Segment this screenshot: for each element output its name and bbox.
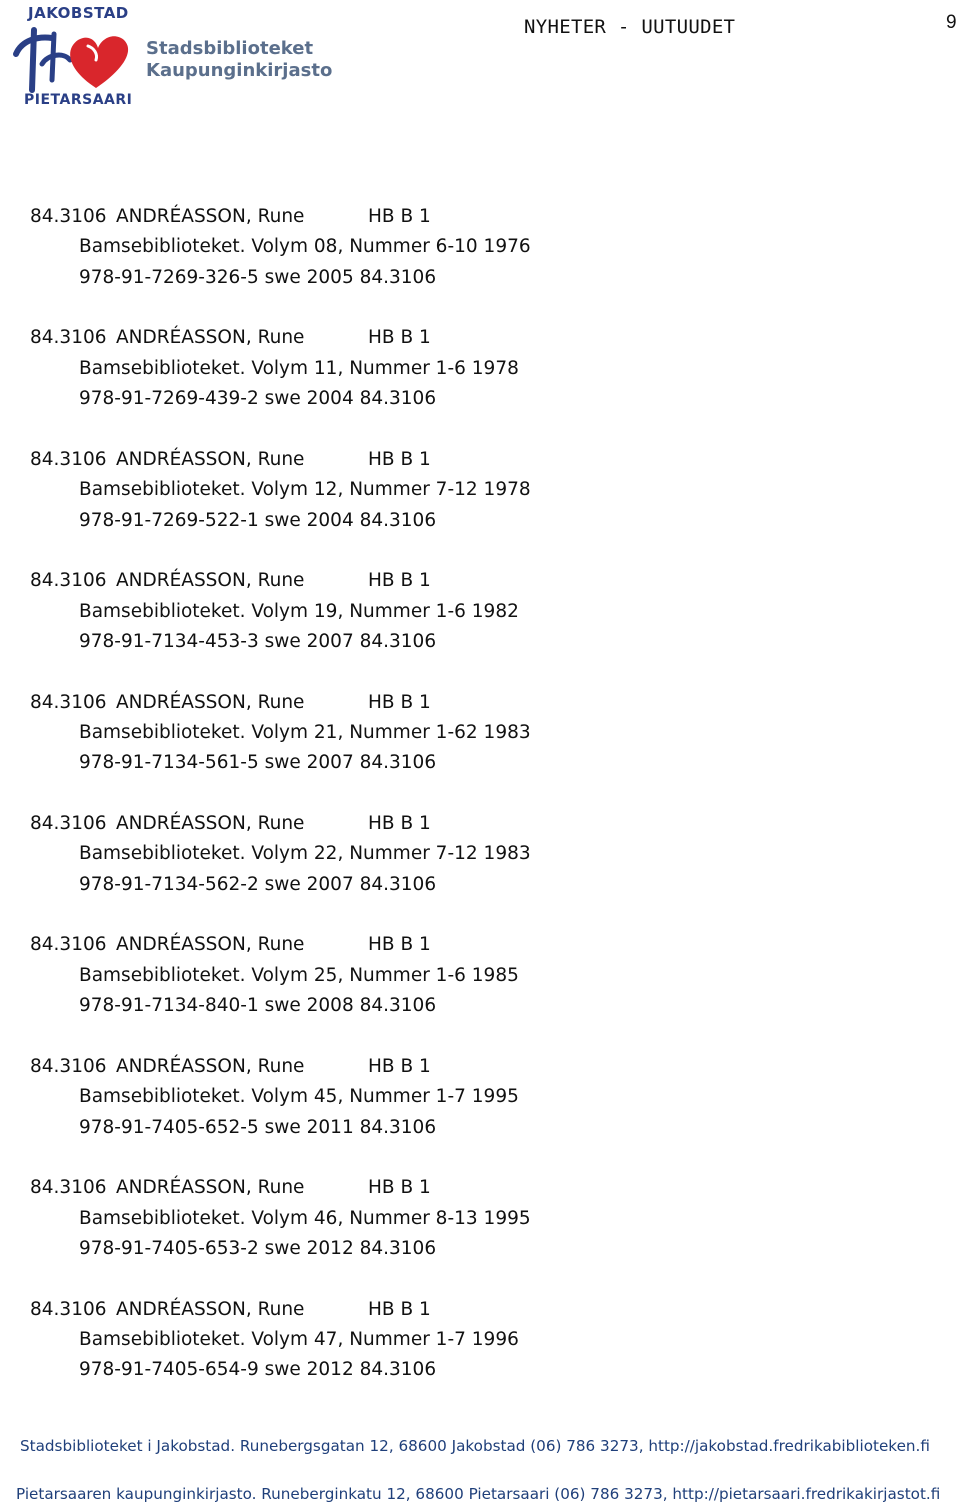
logo-library-fi: Kaupunginkirjasto bbox=[146, 60, 333, 81]
list-item bbox=[30, 809, 630, 930]
isbn-line: 978-91-7134-562-2 swe 2007 84.3106 bbox=[79, 873, 437, 895]
book-title: Bamsebiblioteket. Volym 12, Nummer 7-12 1978 bbox=[79, 479, 531, 501]
isbn-line: 978-91-7134-840-1 swe 2008 84.3106 bbox=[79, 995, 437, 1017]
entry-header bbox=[30, 1052, 630, 1082]
classification-code: 84.3106 bbox=[30, 1055, 107, 1077]
author: ANDRÉASSON, Rune bbox=[116, 691, 305, 713]
library-logo bbox=[8, 4, 333, 108]
list-item bbox=[30, 930, 630, 1051]
page-number: 9 bbox=[946, 12, 957, 33]
list-item bbox=[30, 445, 630, 566]
logo-heart-icon bbox=[8, 24, 138, 94]
shelf-mark: HB B 1 bbox=[368, 448, 431, 470]
classification-code: 84.3106 bbox=[30, 1177, 107, 1199]
shelf-mark: HB B 1 bbox=[368, 1055, 431, 1077]
book-title: Bamsebiblioteket. Volym 46, Nummer 8-13 1995 bbox=[79, 1207, 531, 1229]
logo-library-name bbox=[146, 38, 332, 82]
entry-header bbox=[30, 1295, 630, 1325]
author: ANDRÉASSON, Rune bbox=[116, 812, 305, 834]
list-item bbox=[30, 1052, 630, 1173]
footer-address-sv: Stadsbiblioteket i Jakobstad. Runebergsgatan 12, 68600 Jakobstad (06) 786 3273, http://jakobstad.fredrikabiblioteken.fi bbox=[20, 1437, 930, 1455]
entry-header bbox=[30, 930, 630, 960]
classification-code: 84.3106 bbox=[30, 570, 107, 592]
author: ANDRÉASSON, Rune bbox=[116, 1298, 305, 1320]
book-title: Bamsebiblioteket. Volym 21, Nummer 1-62 1983 bbox=[79, 721, 531, 743]
entry-header bbox=[30, 809, 630, 839]
shelf-mark: HB B 1 bbox=[368, 1177, 431, 1199]
classification-code: 84.3106 bbox=[30, 691, 107, 713]
author: ANDRÉASSON, Rune bbox=[116, 1177, 305, 1199]
classification-code: 84.3106 bbox=[30, 327, 107, 349]
isbn-line: 978-91-7405-653-2 swe 2012 84.3106 bbox=[79, 1237, 437, 1259]
classification-code: 84.3106 bbox=[30, 448, 107, 470]
author: ANDRÉASSON, Rune bbox=[116, 570, 305, 592]
author: ANDRÉASSON, Rune bbox=[116, 448, 305, 470]
classification-code: 84.3106 bbox=[30, 812, 107, 834]
classification-code: 84.3106 bbox=[30, 934, 107, 956]
isbn-line: 978-91-7269-522-1 swe 2004 84.3106 bbox=[79, 509, 437, 531]
entry-header bbox=[30, 445, 630, 475]
list-item bbox=[30, 1295, 630, 1416]
entry-header bbox=[30, 202, 630, 232]
book-title: Bamsebiblioteket. Volym 22, Nummer 7-12 1983 bbox=[79, 843, 531, 865]
shelf-mark: HB B 1 bbox=[368, 206, 431, 227]
classification-code: 84.3106 bbox=[30, 1298, 107, 1320]
list-item bbox=[30, 1173, 630, 1294]
entry-header bbox=[30, 1173, 630, 1203]
isbn-line: 978-91-7269-439-2 swe 2004 84.3106 bbox=[79, 388, 437, 410]
book-title: Bamsebiblioteket. Volym 08, Nummer 6-10 1976 bbox=[79, 236, 531, 258]
entry-header bbox=[30, 566, 630, 596]
author: ANDRÉASSON, Rune bbox=[116, 206, 305, 227]
book-title: Bamsebiblioteket. Volym 19, Nummer 1-6 1982 bbox=[79, 600, 519, 622]
shelf-mark: HB B 1 bbox=[368, 812, 431, 834]
book-title: Bamsebiblioteket. Volym 47, Nummer 1-7 1996 bbox=[79, 1328, 519, 1350]
book-title: Bamsebiblioteket. Volym 11, Nummer 1-6 1978 bbox=[79, 357, 519, 379]
book-title: Bamsebiblioteket. Volym 25, Nummer 1-6 1985 bbox=[79, 964, 519, 986]
entry-header bbox=[30, 323, 630, 353]
isbn-line: 978-91-7405-652-5 swe 2011 84.3106 bbox=[79, 1116, 437, 1138]
isbn-line: 978-91-7134-453-3 swe 2007 84.3106 bbox=[79, 630, 437, 652]
logo-town-fi: PIETARSAARI bbox=[24, 92, 133, 108]
footer-address-fi: Pietarsaaren kaupunginkirjasto. Runeberginkatu 12, 68600 Pietarsaari (06) 786 3273, http://pietarsaari.fredrikakirjastot.fi bbox=[16, 1485, 941, 1503]
shelf-mark: HB B 1 bbox=[368, 327, 431, 349]
entry-header bbox=[30, 688, 630, 718]
shelf-mark: HB B 1 bbox=[368, 570, 431, 592]
author: ANDRÉASSON, Rune bbox=[116, 934, 305, 956]
author: ANDRÉASSON, Rune bbox=[116, 327, 305, 349]
list-item bbox=[30, 688, 630, 809]
entries-list bbox=[30, 202, 630, 1416]
list-item bbox=[30, 323, 630, 444]
logo-library-sv: Stadsbiblioteket bbox=[146, 38, 314, 59]
shelf-mark: HB B 1 bbox=[368, 934, 431, 956]
shelf-mark: HB B 1 bbox=[368, 1298, 431, 1320]
list-item bbox=[30, 202, 630, 323]
isbn-line: 978-91-7269-326-5 swe 2005 84.3106 bbox=[79, 266, 437, 288]
section-title: NYHETER - UUTUUDET bbox=[524, 16, 736, 38]
list-item bbox=[30, 566, 630, 687]
shelf-mark: HB B 1 bbox=[368, 691, 431, 713]
isbn-line: 978-91-7134-561-5 swe 2007 84.3106 bbox=[79, 752, 437, 774]
book-title: Bamsebiblioteket. Volym 45, Nummer 1-7 1995 bbox=[79, 1086, 519, 1108]
isbn-line: 978-91-7405-654-9 swe 2012 84.3106 bbox=[79, 1359, 437, 1381]
author: ANDRÉASSON, Rune bbox=[116, 1055, 305, 1077]
logo-town-sv: JAKOBSTAD bbox=[28, 4, 129, 22]
classification-code: 84.3106 bbox=[30, 206, 107, 227]
